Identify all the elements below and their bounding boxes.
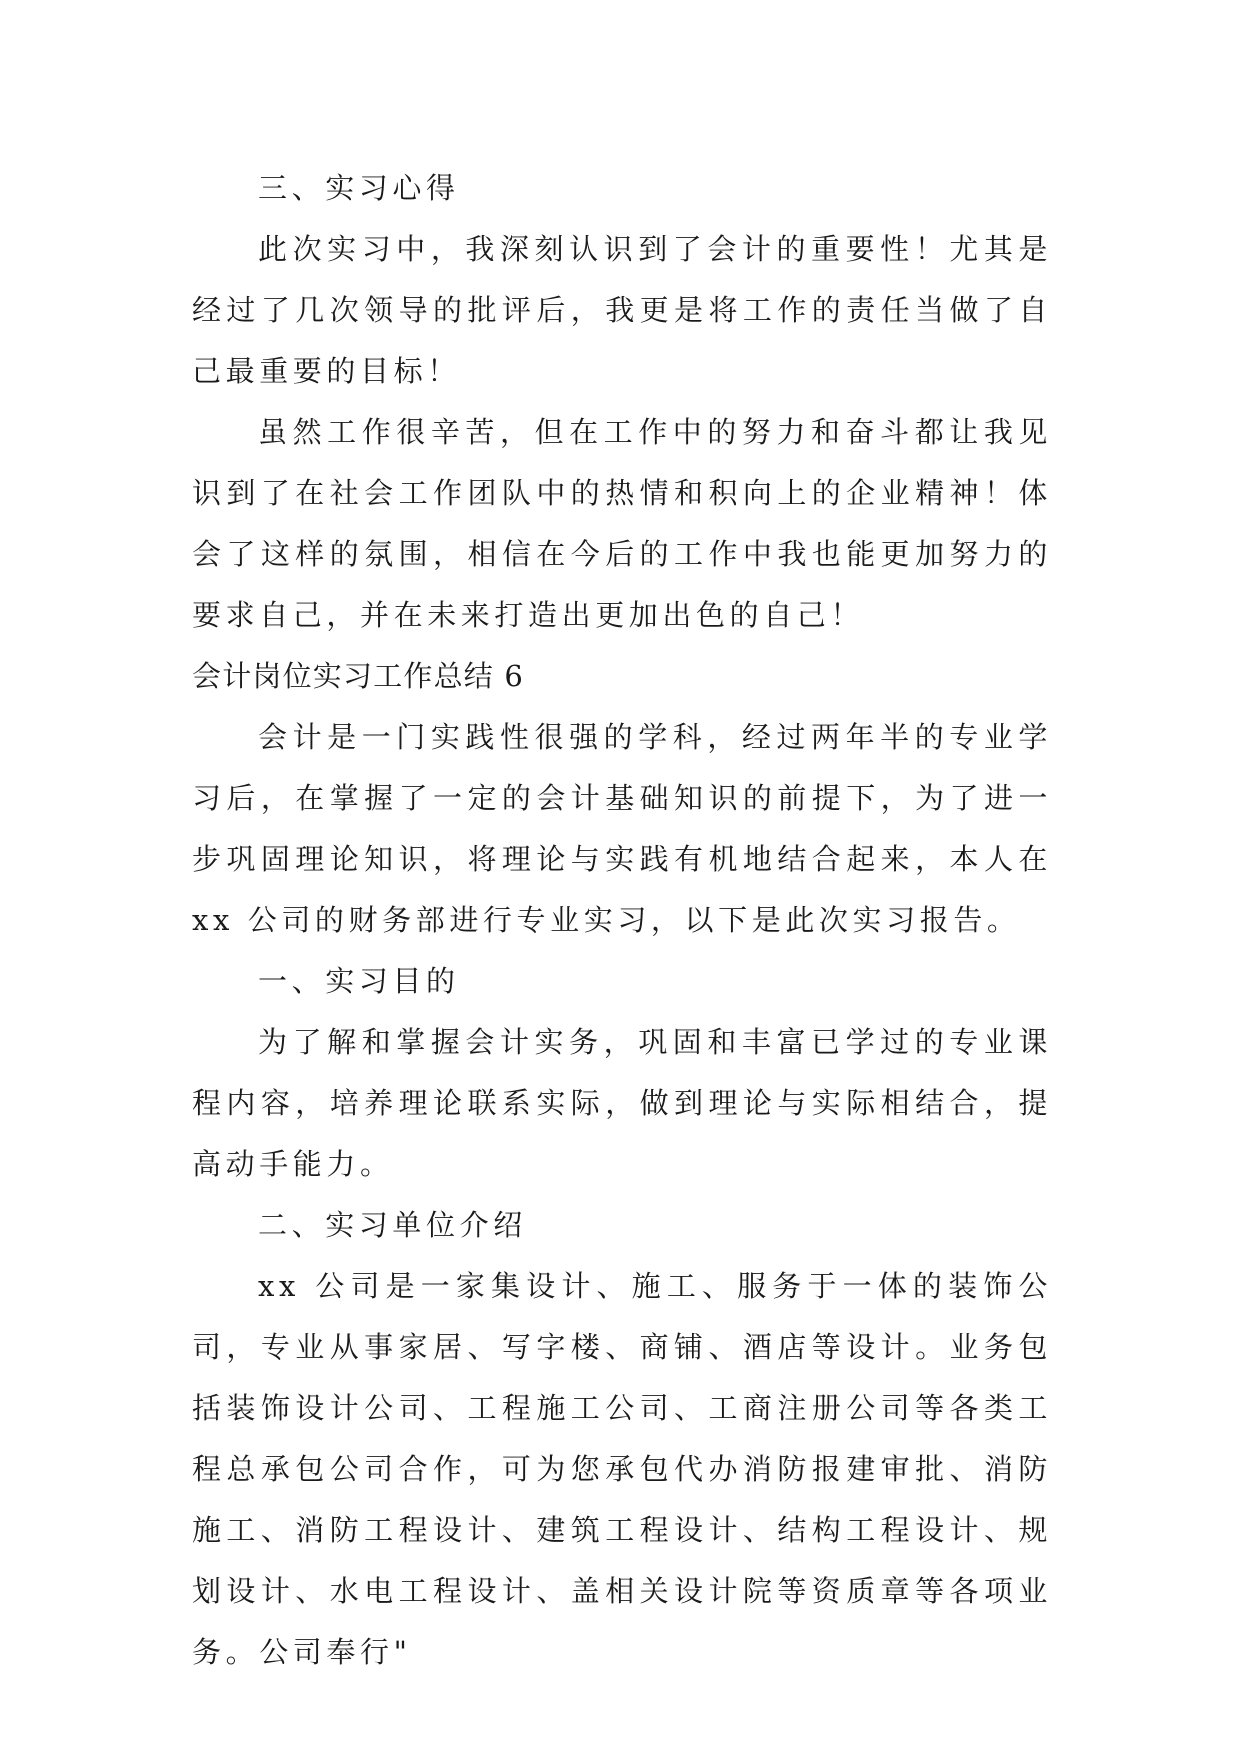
body-paragraph: 为了解和掌握会计实务，巩固和丰富已学过的专业课程内容，培养理论联系实际，做到理论与实际相结合，提高动手能力。	[192, 1025, 1052, 1181]
body-paragraph: 此次实习中，我深刻认识到了会计的重要性！尤其是经过了几次领导的批评后，我更是将工作的责任当做了自己最重要的目标！	[192, 232, 1052, 388]
article-title: 会计岗位实习工作总结 6	[192, 659, 525, 693]
body-paragraph: xx 公司是一家集设计、施工、服务于一体的装饰公司，专业从事家居、写字楼、商铺、酒店等设计。业务包括装饰设计公司、工程施工公司、工商注册公司等各类工程总承包公司合作，可为您承包代办消防报建审批、消防施工、消防工程设计、建筑工程设计、结构工程设计、规划设计、水电工程设计、盖相关设计院等资质章等各项业务。公司奉行"	[192, 1269, 1052, 1669]
section-heading-company-intro: 二、实习单位介绍	[258, 1208, 527, 1242]
section-heading-internship-purpose: 一、实习目的	[258, 964, 460, 998]
body-paragraph: 会计是一门实践性很强的学科，经过两年半的专业学习后，在掌握了一定的会计基础知识的前提下，为了进一步巩固理论知识，将理论与实践有机地结合起来，本人在 xx 公司的财务部进行专业实习，以下是此次实习报告。	[192, 720, 1052, 937]
body-paragraph: 虽然工作很辛苦，但在工作中的努力和奋斗都让我见识到了在社会工作团队中的热情和积向上的企业精神！体会了这样的氛围，相信在今后的工作中我也能更加努力的要求自己，并在未来打造出更加出色的自己！	[192, 415, 1052, 632]
document-body	[192, 158, 1052, 1683]
section-heading-internship-insights: 三、实习心得	[258, 171, 460, 205]
